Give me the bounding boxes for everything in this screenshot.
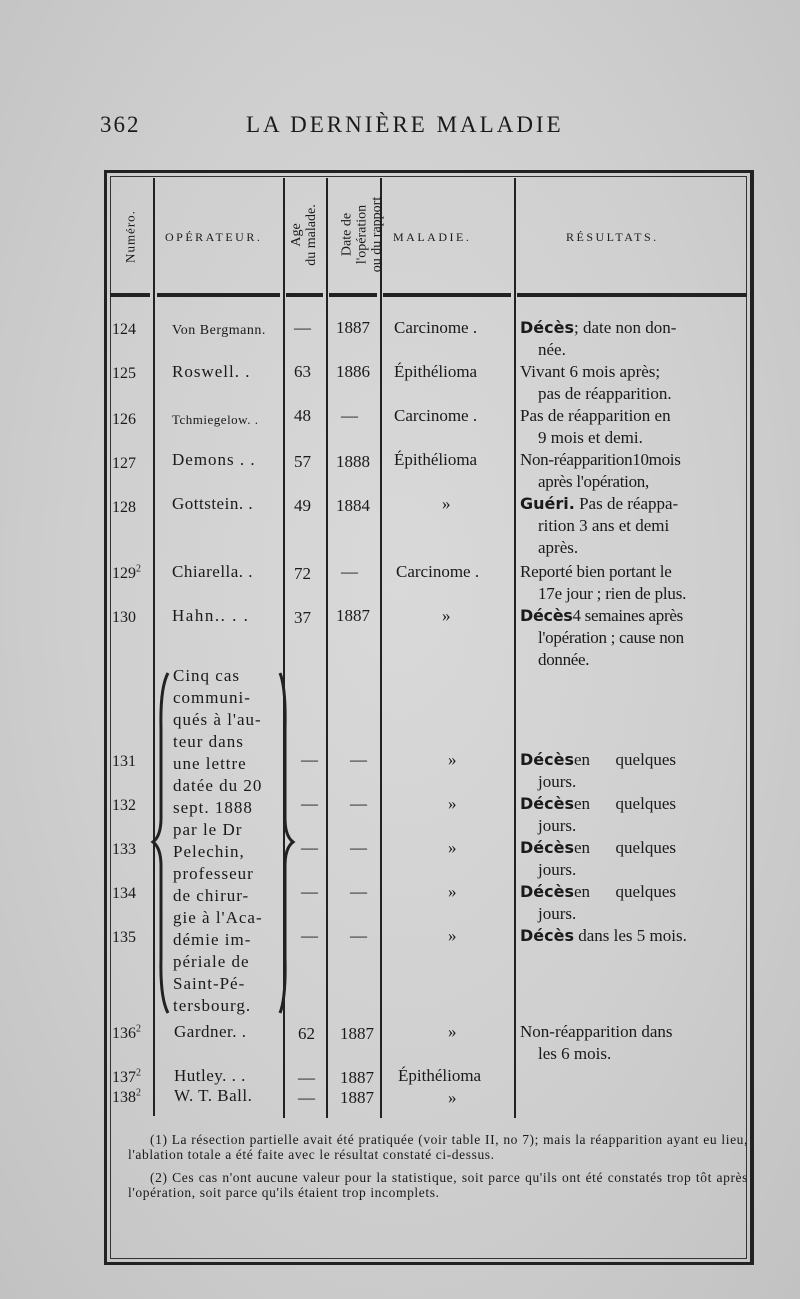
note-line: teur dans: [173, 732, 244, 751]
result-text: après l'opération,: [538, 472, 649, 491]
age-cell: 49: [294, 496, 311, 515]
header-maladie: MALADIE.: [393, 230, 472, 244]
result-cell: [520, 605, 742, 671]
age-cell: —: [301, 882, 318, 901]
date-cell: —: [341, 406, 358, 425]
date-cell: 1887: [340, 1024, 374, 1043]
note-line: tersbourg.: [173, 996, 252, 1015]
date-cell: —: [350, 926, 367, 945]
row-number: 126: [112, 411, 136, 428]
row-number: 133: [112, 841, 136, 858]
age-cell: 37: [294, 608, 311, 627]
result-text: rition 3 ans et demi: [538, 516, 670, 535]
row-number: 132: [112, 797, 136, 814]
header-date: [340, 176, 385, 294]
note-line: Pelechin,: [173, 842, 245, 861]
operator-cell: Von Bergmann.: [172, 323, 266, 338]
header-rule: [517, 293, 747, 297]
column-rule: [326, 178, 328, 1118]
result-cell: [520, 837, 742, 881]
header-operateur: OPÉRATEUR.: [165, 230, 263, 244]
result-bold: Décès: [520, 750, 574, 769]
row-number: 134: [112, 885, 136, 902]
result-bold: Guéri.: [520, 494, 575, 513]
result-text: en quelques: [574, 794, 676, 813]
date-cell: 1887: [336, 318, 370, 337]
row-number: [112, 1067, 141, 1089]
age-cell: 63: [294, 362, 311, 381]
disease-cell: Carcinome .: [394, 318, 478, 337]
result-cell: [520, 881, 742, 925]
note-line: sept. 1888: [173, 798, 253, 817]
result-text: les 6 mois.: [538, 1044, 612, 1063]
row-number: 127: [112, 455, 136, 472]
result-bold: Décès: [520, 838, 574, 857]
note-line: de chirur-: [173, 886, 250, 905]
result-text: née.: [538, 340, 566, 359]
column-rule: [380, 178, 382, 1118]
result-text: jours.: [538, 816, 577, 835]
footnote-mark: 2: [136, 1067, 141, 1079]
date-cell: 1888: [336, 452, 370, 471]
operator-cell: W. T. Ball.: [174, 1086, 253, 1105]
result-text: jours.: [538, 904, 577, 923]
disease-cell: Carcinome .: [396, 562, 480, 581]
result-cell: [520, 561, 742, 605]
note-line: par le Dr: [173, 820, 243, 839]
row-number: 130: [112, 609, 136, 626]
header-numero: Numéro.: [122, 210, 138, 263]
date-cell: —: [350, 750, 367, 769]
result-text: Pas de réapparition en: [520, 406, 671, 425]
date-cell: 1887: [340, 1088, 374, 1107]
date-cell: —: [350, 838, 367, 857]
date-cell: —: [350, 882, 367, 901]
column-rule: [514, 178, 516, 1118]
result-cell: [520, 493, 742, 559]
header-rule: [383, 293, 511, 297]
header-resultats: RÉSULTATS.: [566, 230, 659, 244]
date-cell: —: [350, 794, 367, 813]
operator-cell: Hutley. . .: [174, 1066, 246, 1085]
age-cell: —: [301, 750, 318, 769]
result-bold: Décès: [520, 606, 573, 625]
row-number: [112, 1087, 141, 1109]
result-text: l'opération ; cause non: [538, 628, 684, 647]
disease-cell: »: [442, 606, 451, 625]
header-date-line: Date de: [339, 212, 355, 257]
result-text: donnée.: [538, 650, 590, 669]
age-cell: 57: [294, 452, 311, 471]
operator-cell: Gardner. .: [174, 1022, 247, 1041]
result-cell: [520, 1021, 742, 1065]
note-line: datée du 20: [173, 776, 263, 795]
footnote-mark: 2: [136, 563, 141, 575]
row-number: 125: [112, 365, 136, 382]
result-cell: [520, 361, 742, 405]
row-number-value: 137: [112, 1069, 136, 1086]
age-cell: 72: [294, 564, 311, 583]
result-bold: Décès: [520, 794, 574, 813]
result-cell: [520, 317, 742, 361]
result-cell: [520, 793, 742, 837]
brace-decoration: [150, 668, 300, 1018]
disease-cell: »: [442, 494, 451, 513]
result-bold: Décès: [520, 926, 574, 945]
age-cell: 48: [294, 406, 311, 425]
disease-cell: »: [448, 838, 457, 857]
note-line: une lettre: [173, 754, 247, 773]
running-title: LA DERNIÈRE MALADIE: [246, 112, 564, 137]
age-cell: —: [301, 794, 318, 813]
header-age-line: du malade.: [304, 204, 319, 266]
disease-cell: »: [448, 1022, 457, 1041]
footnote-mark: 2: [136, 1023, 141, 1035]
row-number: [112, 563, 141, 585]
result-cell: [520, 749, 742, 793]
result-text: jours.: [538, 772, 577, 791]
row-number: [112, 1023, 141, 1045]
date-cell: 1886: [336, 362, 370, 381]
page-number: 362: [100, 112, 141, 137]
row-number: 124: [112, 321, 136, 338]
footnotes: [128, 1132, 748, 1208]
date-cell: 1887: [340, 1068, 374, 1087]
row-number: 128: [112, 499, 136, 516]
note-line: communi-: [173, 688, 251, 707]
disease-cell: »: [448, 882, 457, 901]
disease-cell: Épithélioma: [394, 450, 478, 469]
header-rule: [329, 293, 377, 297]
age-cell: —: [301, 838, 318, 857]
note-line: Cinq cas: [173, 666, 241, 685]
result-text: 9 mois et demi.: [538, 428, 643, 447]
disease-cell: »: [448, 750, 457, 769]
note-line: gie à l'Aca-: [173, 908, 263, 927]
result-cell: [520, 925, 742, 947]
footnote-2: (2) Ces cas n'ont aucune valeur pour la statistique, soit parce qu'ils ont été constatés trop tôt après l'opération, soit parce qu'ils étaient trop incomplets.: [128, 1170, 748, 1200]
result-text: Non-réapparition10mois: [520, 450, 681, 469]
date-cell: 1884: [336, 496, 370, 515]
result-text: 4 semaines après: [572, 606, 683, 625]
row-number: 135: [112, 929, 136, 946]
operator-cell: Hahn.. . .: [172, 606, 250, 625]
disease-cell: Carcinome .: [394, 406, 478, 425]
result-cell: [520, 405, 742, 449]
row-number: 131: [112, 753, 136, 770]
result-text: 17e jour ; rien de plus.: [538, 584, 687, 603]
result-cell: [520, 449, 742, 493]
row-number-value: 136: [112, 1025, 136, 1042]
result-text: pas de réapparition.: [538, 384, 672, 403]
note-line: périale de: [173, 952, 250, 971]
header-age: [289, 185, 319, 285]
note-line: démie im-: [173, 930, 252, 949]
header-rule: [157, 293, 280, 297]
note-line: Saint-Pé-: [173, 974, 246, 993]
running-head: [100, 112, 620, 142]
date-cell: —: [341, 562, 358, 581]
result-text: Reporté bien portant le: [520, 562, 672, 581]
header-rule: [110, 293, 150, 297]
row-number-value: 138: [112, 1089, 136, 1106]
operator-cell: Tchmiegelow. .: [172, 412, 259, 427]
age-cell: —: [298, 1088, 315, 1107]
disease-cell: »: [448, 926, 457, 945]
operator-cell: Roswell. .: [172, 362, 251, 381]
age-cell: —: [301, 926, 318, 945]
result-text: en quelques: [574, 838, 676, 857]
header-date-line: ou du rapport: [369, 196, 385, 273]
result-bold: Décès: [520, 882, 574, 901]
disease-cell: Épithélioma: [394, 362, 478, 381]
result-text: après.: [538, 538, 579, 557]
age-cell: —: [298, 1068, 315, 1087]
header-age-line: Age: [289, 223, 304, 247]
result-text: dans les 5 mois.: [574, 926, 687, 945]
result-text: Non-réapparition dans: [520, 1022, 673, 1041]
footnote-1: (1) La résection partielle avait été pratiquée (voir table II, no 7); mais la réapparition ayant eu lieu, l'ablation totale a été faite avec le résultat constaté ci-dessus.: [128, 1132, 748, 1162]
operator-cell: Gottstein. .: [172, 494, 254, 513]
result-text: en quelques: [574, 750, 676, 769]
result-text: jours.: [538, 860, 577, 879]
age-cell: 62: [298, 1024, 315, 1043]
header-date-line: l'opération: [354, 204, 370, 265]
disease-cell: »: [448, 1088, 457, 1107]
row-number-value: 129: [112, 565, 136, 582]
result-text: Vivant 6 mois après;: [520, 362, 661, 381]
disease-cell: Épithélioma: [398, 1066, 482, 1085]
result-bold: Décès: [520, 318, 574, 337]
date-cell: 1887: [336, 606, 370, 625]
note-line: professeur: [173, 864, 254, 883]
result-text: Pas de réappa-: [574, 494, 679, 513]
note-line: qués à l'au-: [173, 710, 262, 729]
operator-cell: Demons . .: [172, 450, 256, 469]
footnote-mark: 2: [136, 1087, 141, 1099]
operator-cell: Chiarella. .: [172, 562, 254, 581]
age-cell: —: [294, 318, 311, 337]
disease-cell: »: [448, 794, 457, 813]
result-text: ; date non don-: [574, 318, 677, 337]
header-rule: [286, 293, 323, 297]
result-text: en quelques: [574, 882, 676, 901]
